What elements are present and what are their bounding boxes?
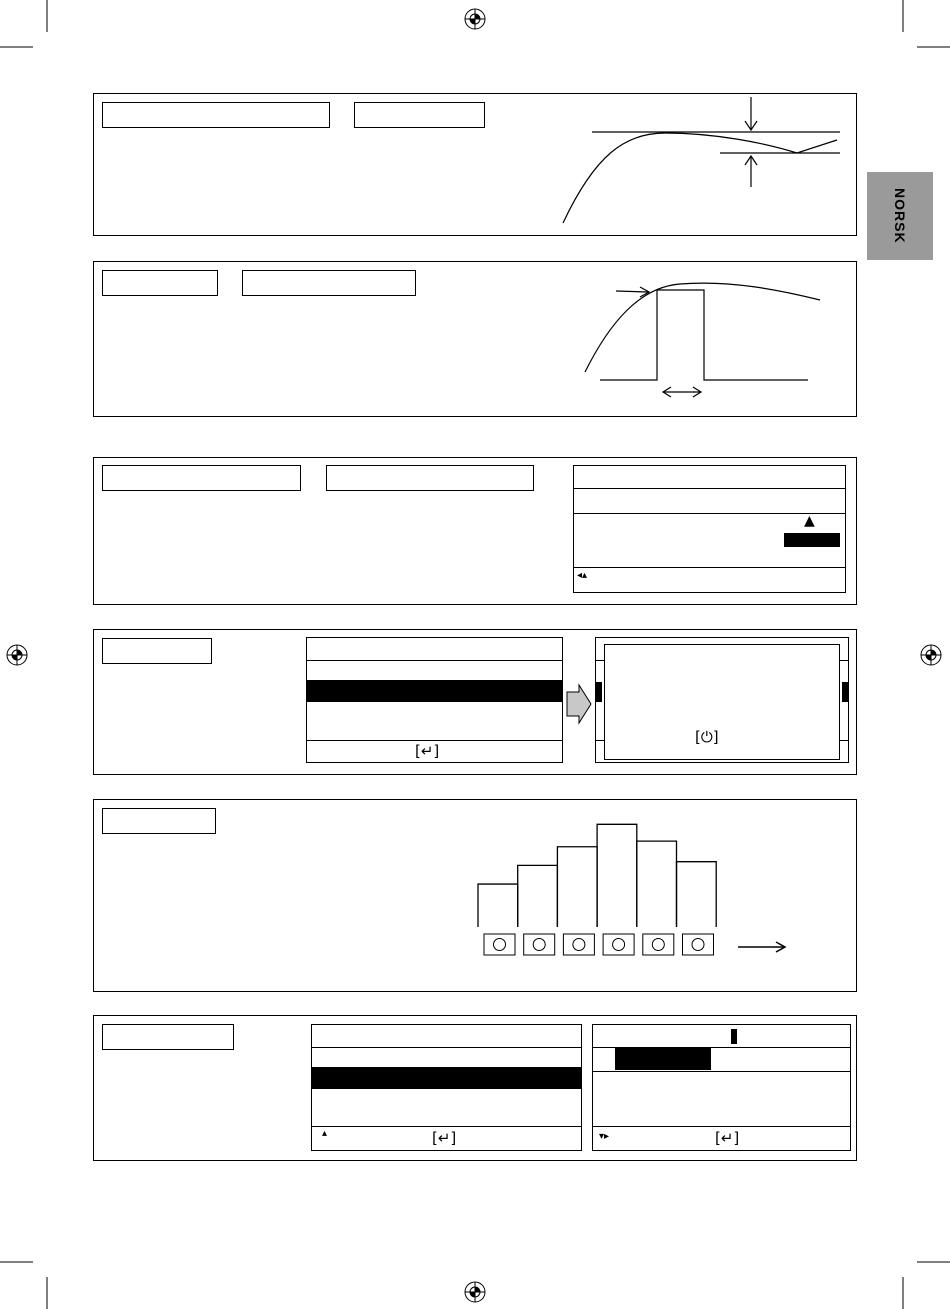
lcd-5-cursor: [731, 1029, 737, 1044]
lcd-5-selected-field: [615, 1048, 711, 1070]
lcd-display-4: [311, 1024, 582, 1151]
panel-3-label-box-1: [102, 465, 301, 491]
lcd-2-divider-2: [307, 740, 562, 741]
lcd-1-divider-1: [574, 488, 845, 489]
response-curve: [563, 133, 837, 223]
enter-icon: [↵]: [415, 742, 440, 760]
panel-2-label-box-2: [242, 270, 416, 296]
bar-3: [557, 847, 597, 927]
lcd-2-divider-1: [307, 660, 562, 661]
pulse-window: [600, 290, 808, 380]
bar-4: [597, 824, 637, 927]
lcd-1-selected-value: [784, 533, 840, 547]
bar-6: [677, 862, 717, 927]
lcd-3-left-marker: [596, 682, 602, 702]
bar-chart: [470, 815, 810, 965]
knob-icon-4: [603, 934, 634, 955]
panel-5-label-box: [102, 808, 216, 834]
bar-5: [637, 841, 677, 927]
pointer-arrow-line: [616, 291, 648, 292]
registration-mark-top: [463, 7, 487, 31]
direction-arrow: [738, 942, 785, 952]
lcd-display-3: [595, 637, 849, 763]
curve-diagram-1: [555, 95, 855, 235]
transition-arrow-icon: [566, 684, 592, 724]
registration-mark-right: [919, 643, 943, 667]
response-curve-2: [585, 283, 820, 372]
up-triangle-icon: ▲: [804, 513, 815, 529]
enter-icon-2: [↵]: [432, 1129, 457, 1147]
curve-diagram-2: [580, 262, 850, 412]
knob-icon-1: [484, 934, 515, 955]
lcd-3-right-marker: [842, 682, 848, 702]
power-icon: [⏻]: [695, 728, 719, 746]
lcd-5-divider-3: [593, 1126, 850, 1127]
nav-down-right-icon: ▾▸: [599, 1131, 610, 1142]
lcd-2-selected-row: [307, 680, 562, 702]
lcd-5-divider-2: [593, 1071, 850, 1072]
language-tab: [867, 172, 933, 260]
panel-3-label-box-2: [326, 465, 534, 491]
knob-icon-6: [683, 934, 714, 955]
lcd-display-2: [306, 637, 563, 763]
up-small-icon: ▴: [322, 1128, 328, 1139]
lcd-display-5: [592, 1024, 851, 1151]
bar-2: [518, 865, 558, 927]
panel-1-label-box-2: [354, 102, 485, 128]
registration-mark-bottom: [463, 1280, 487, 1304]
knob-icon-5: [643, 934, 674, 955]
nav-up-left-icon: ◂▴: [577, 570, 588, 581]
panel-1-label-box-1: [102, 102, 330, 128]
panel-6-label-box: [102, 1024, 234, 1050]
registration-mark-left: [5, 643, 29, 667]
lcd-1-divider-3: [574, 567, 845, 568]
knob-icon-2: [524, 934, 555, 955]
lcd-4-selected-row: [312, 1067, 581, 1089]
language-tab-label: NORSK: [892, 188, 908, 244]
lcd-4-divider-2: [312, 1126, 581, 1127]
enter-icon-3: [↵]: [715, 1129, 740, 1147]
lcd-4-divider-1: [312, 1047, 581, 1048]
knob-icon-3: [563, 934, 594, 955]
panel-2-label-box-1: [102, 270, 218, 296]
lcd-display-1: [573, 465, 846, 593]
bar-1: [478, 884, 518, 927]
panel-4-label-box: [102, 638, 212, 664]
popup-dialog: [604, 644, 840, 760]
